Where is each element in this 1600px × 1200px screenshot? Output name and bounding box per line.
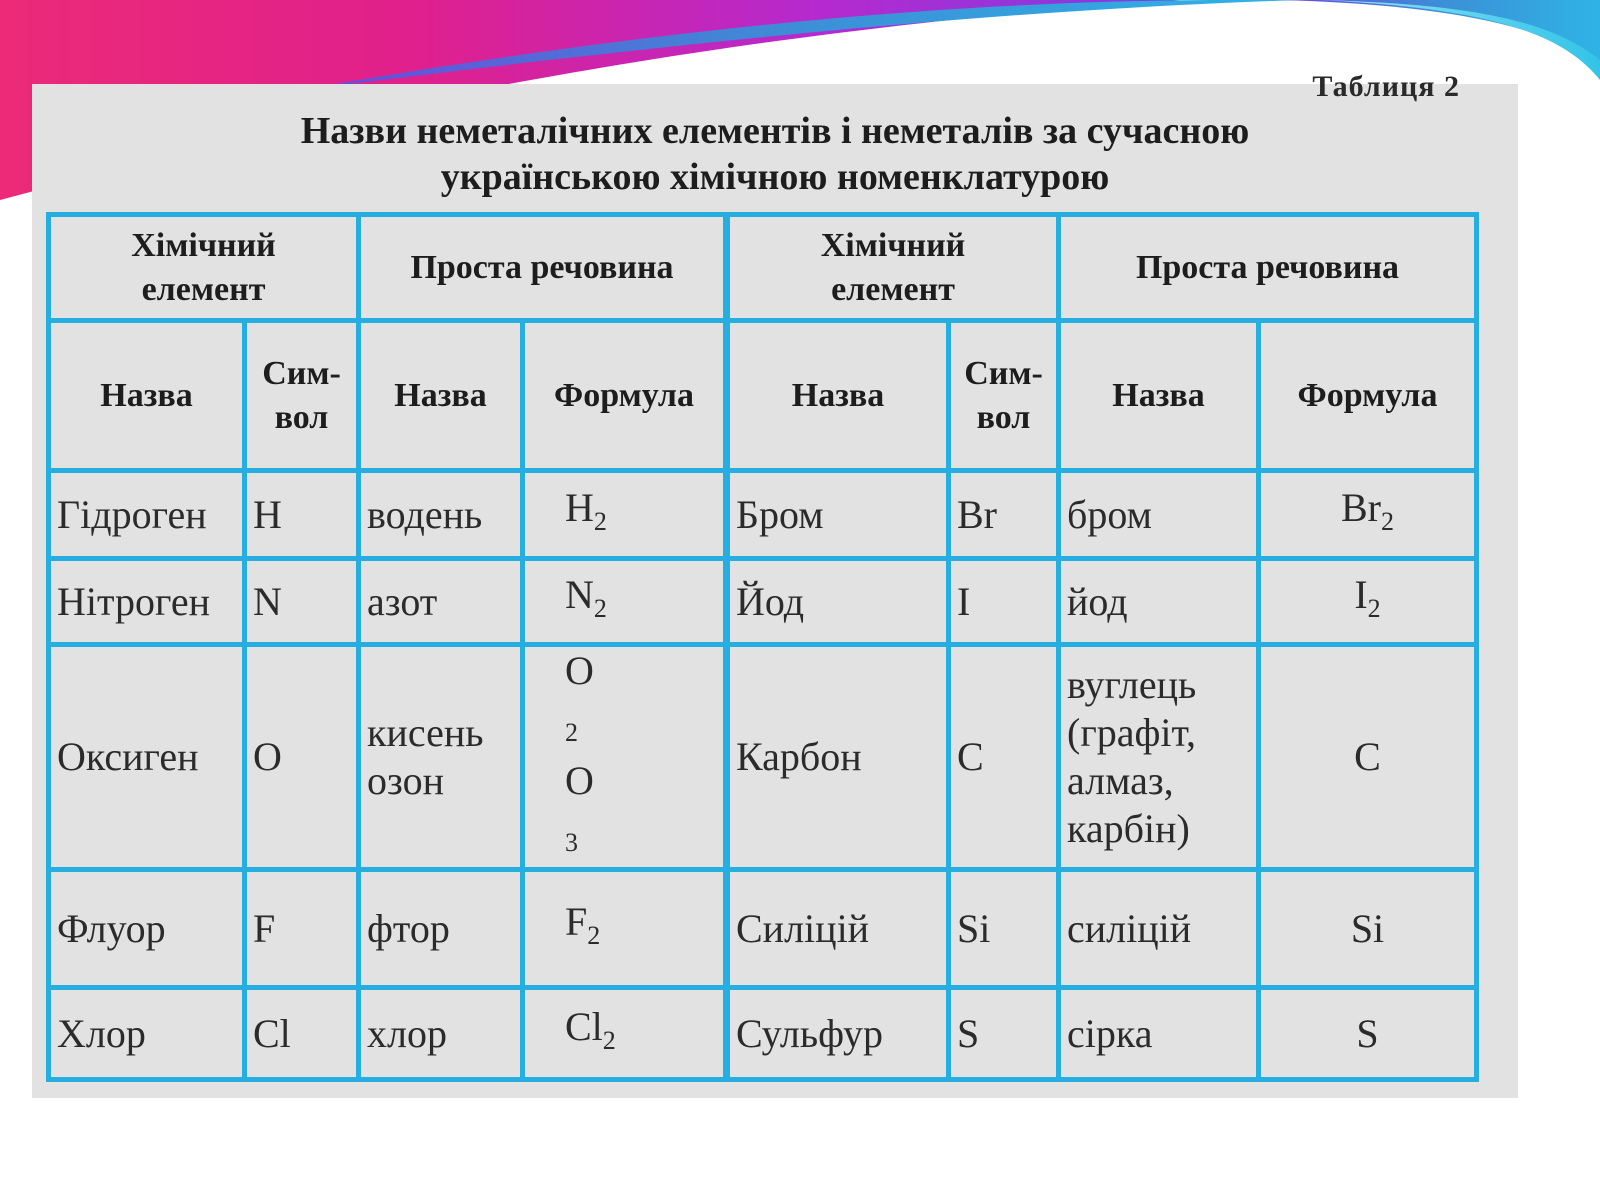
header-chemical-element-left: Хімічний елемент: [49, 215, 359, 321]
substance-name: хлор: [359, 988, 523, 1080]
substance-formula: $F_2$: [523, 870, 727, 988]
col-header-name: Назва: [727, 321, 949, 471]
element-name: Йод: [727, 559, 949, 645]
table-number: Таблиця 2: [1312, 70, 1460, 103]
table-image-panel: [32, 70, 1518, 1098]
col-header-substance-name: Назва: [359, 321, 523, 471]
element-name: Бром: [727, 471, 949, 559]
element-symbol: Br: [949, 471, 1059, 559]
title-line-1: Назви неметалічних елементів і неметалів за сучасною: [300, 110, 1250, 152]
element-symbol: Si: [949, 870, 1059, 988]
element-name: Гідроген: [49, 471, 245, 559]
table-row: [49, 645, 1477, 870]
element-name: Нітроген: [49, 559, 245, 645]
column-header-row: [49, 321, 1477, 471]
substance-formula: Si: [1259, 870, 1477, 988]
substance-formula: O $_2$ O $_3$: [523, 645, 727, 870]
col-header-name: Назва: [49, 321, 245, 471]
substance-formula: S: [1259, 988, 1477, 1080]
element-symbol: Cl: [245, 988, 359, 1080]
substance-formula: $I_2$: [1259, 559, 1477, 645]
col-header-symbol: Сим- вол: [245, 321, 359, 471]
title-line-2: українською хімічною номенклатурою: [440, 156, 1110, 198]
substance-formula: $H_2$: [523, 471, 727, 559]
col-header-formula: Формула: [523, 321, 727, 471]
substance-name: сірка: [1059, 988, 1259, 1080]
substance-name: вуглець (графіт, алмаз, карбін): [1059, 645, 1259, 870]
table-title: [32, 108, 1518, 200]
substance-name: йод: [1059, 559, 1259, 645]
element-name: Сульфур: [727, 988, 949, 1080]
nonmetals-table: [46, 212, 1479, 1082]
element-name: Оксиген: [49, 645, 245, 870]
element-name: Хлор: [49, 988, 245, 1080]
substance-formula: $Br_2$: [1259, 471, 1477, 559]
element-name: Флуор: [49, 870, 245, 988]
element-symbol: H: [245, 471, 359, 559]
substance-name: силіцій: [1059, 870, 1259, 988]
element-symbol: N: [245, 559, 359, 645]
header-simple-substance-right: Проста речовина: [1059, 215, 1477, 321]
header-simple-substance-left: Проста речовина: [359, 215, 727, 321]
substance-formula: $Cl_2$: [523, 988, 727, 1080]
element-symbol: I: [949, 559, 1059, 645]
table-row: [49, 559, 1477, 645]
col-header-symbol: Сим- вол: [949, 321, 1059, 471]
header-chemical-element-right: Хімічний елемент: [727, 215, 1059, 321]
col-header-substance-name: Назва: [1059, 321, 1259, 471]
element-symbol: F: [245, 870, 359, 988]
substance-formula: $N_2$: [523, 559, 727, 645]
table-row: [49, 471, 1477, 559]
table-row: [49, 988, 1477, 1080]
substance-name: азот: [359, 559, 523, 645]
group-header-row: [49, 215, 1477, 321]
col-header-formula: Формула: [1259, 321, 1477, 471]
substance-name: фтор: [359, 870, 523, 988]
element-symbol: S: [949, 988, 1059, 1080]
element-name: Карбон: [727, 645, 949, 870]
substance-formula: C: [1259, 645, 1477, 870]
substance-name: бром: [1059, 471, 1259, 559]
substance-name: водень: [359, 471, 523, 559]
table-row: [49, 870, 1477, 988]
substance-name: кисень озон: [359, 645, 523, 870]
element-name: Силіцій: [727, 870, 949, 988]
element-symbol: O: [245, 645, 359, 870]
element-symbol: C: [949, 645, 1059, 870]
